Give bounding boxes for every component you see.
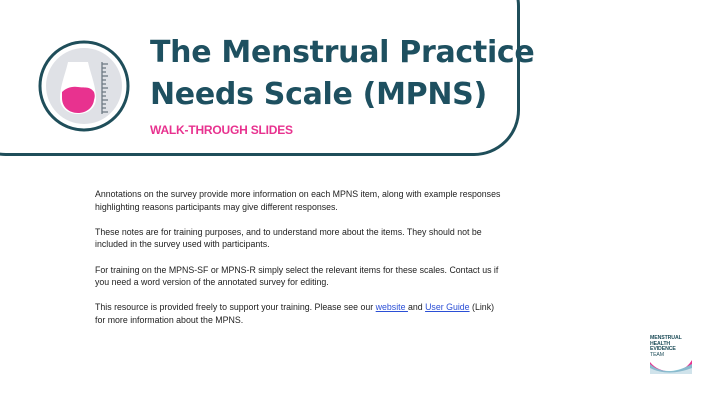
org-line-1: MENSTRUAL	[650, 335, 682, 341]
resource-text-2: and	[407, 302, 426, 313]
org-line-4: TEAM	[650, 351, 665, 358]
org-logo-text	[650, 336, 692, 358]
paragraph-training-notes: These notes are for training purposes, and to understand more about the items. They should not be included in the survey used with participants.	[95, 226, 482, 250]
paragraph-annotations: Annotations on the survey provide more information on each MPNS item, along with example responses highlighting reasons participants may give different responses.	[95, 189, 501, 212]
blood-drop-measuring-cup-icon	[38, 40, 130, 132]
user-guide-link[interactable]: User Guide	[425, 302, 470, 313]
page-title	[150, 32, 534, 116]
paragraph-resource-links	[95, 301, 505, 326]
resource-text-3: (Link) for more information about the MPNS.	[95, 302, 495, 325]
org-logo-wave-icon	[650, 358, 692, 374]
org-line-2: HEALTH	[650, 340, 671, 347]
title-line-2: Needs Scale (MPNS)	[150, 77, 487, 112]
menstrual-health-evidence-team-logo	[650, 336, 692, 374]
subtitle: WALK-THROUGH SLIDES	[150, 123, 293, 137]
title-line-1: The Menstrual Practice	[150, 35, 535, 70]
org-line-3: EVIDENCE	[650, 346, 676, 353]
resource-text-1: This resource is provided freely to support your training. Please see our	[95, 302, 376, 313]
body-text	[95, 188, 505, 339]
paragraph-short-forms: For training on the MPNS-SF or MPNS-R simply select the relevant items for these scales. Contact us if you need a word version of the annotated survey for editing.	[95, 264, 499, 288]
website-link[interactable]: website	[375, 302, 408, 313]
